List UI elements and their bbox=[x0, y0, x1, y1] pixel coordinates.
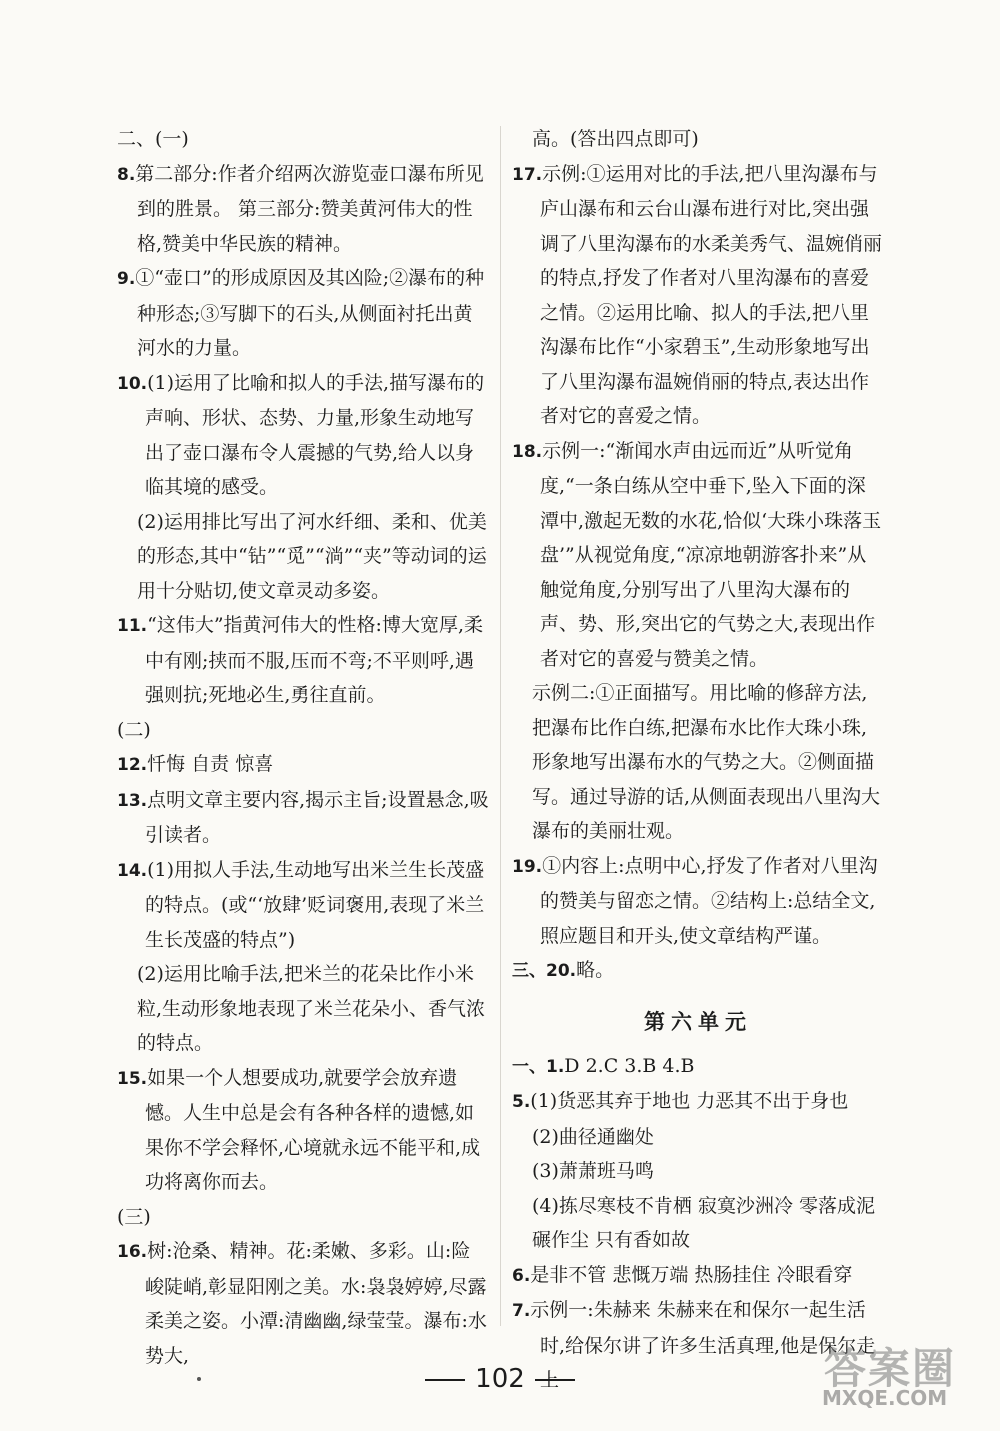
left-column bbox=[117, 122, 489, 1373]
answer-text: 点明文章主要内容,揭示主旨;设置悬念,吸引读者。 bbox=[145, 788, 489, 846]
answer-text: (1)运用了比喻和拟人的手法,描写瀑布的声响、形状、态势、力量,形象生动地写出了壶口瀑布令人震撼的气势,给人以身临其境的感受。 bbox=[145, 371, 485, 498]
question-number: 11. bbox=[117, 616, 148, 636]
watermark-logo bbox=[806, 1336, 978, 1416]
answer-text: (3)萧萧班马鸣 bbox=[532, 1160, 654, 1182]
answer-text: (4)拣尽寒枝不肯栖 寂寞沙洲冷 零落成泥碾作尘 只有香如故 bbox=[532, 1194, 875, 1251]
answer-item bbox=[512, 122, 884, 157]
answer-text: (三) bbox=[117, 1205, 151, 1228]
question-number: 8. bbox=[117, 164, 136, 185]
stray-dot bbox=[197, 1377, 201, 1381]
dash-right bbox=[535, 1379, 575, 1381]
question-number: 16. bbox=[117, 1242, 148, 1262]
question-number: 10. bbox=[117, 373, 148, 394]
dash-left bbox=[425, 1379, 465, 1381]
question-number: 14. bbox=[117, 860, 148, 881]
question-number: 18. bbox=[512, 441, 543, 462]
question-number: 12. bbox=[117, 755, 148, 775]
answer-item bbox=[117, 1061, 489, 1200]
answer-text: (1)用拟人手法,生动地写出米兰生长茂盛的特点。(或“‘放肆’贬词褒用,表现了米兰生长茂盛的特点”) bbox=[145, 858, 485, 951]
question-number: 6. bbox=[512, 1265, 531, 1286]
answer-text: (2)运用排比写出了河水纤细、柔和、优美的形态,其中“钻”“觅”“淌”“夹”等动词的运用十分贴切,使文章灵动多姿。 bbox=[137, 510, 487, 602]
answer-item bbox=[117, 957, 489, 1061]
answer-text: 忏悔 自责 惊喜 bbox=[147, 753, 274, 775]
answer-text: “这伟大”指黄河伟大的性格:博大宽厚,柔中有刚;挟而不服,压而不弯;不平则呼,遇强则抗;死地必生,勇往直前。 bbox=[145, 614, 483, 706]
unit-title: 第六单元 bbox=[644, 1008, 752, 1034]
answer-item bbox=[117, 853, 489, 958]
right-column bbox=[512, 122, 884, 1398]
answer-text: 示例一:朱赫来 朱赫来在和保尔一起生活时,给保尔讲了许多生活真理,他是保尔走上 bbox=[530, 1299, 876, 1391]
question-number: 19. bbox=[512, 856, 543, 877]
answer-item bbox=[117, 1200, 489, 1235]
answer-text: (二) bbox=[117, 718, 151, 741]
answer-text: (2)运用比喻手法,把米兰的花朵比作小米粒,生动形象地表现了米兰花朵小、香气浓的特点。 bbox=[137, 963, 486, 1054]
answer-item bbox=[512, 849, 884, 954]
answer-item bbox=[117, 157, 489, 262]
answer-item bbox=[117, 608, 489, 713]
answer-text: 示例二:①正面描写。用比喻的修辞方法,把瀑布比作白练,把瀑布水比作大珠小珠,形象地写出瀑布水的气势之大。②侧面描写。通过导游的话,从侧面表现出八里沟大瀑布的美丽壮观。 bbox=[532, 682, 881, 842]
answer-item bbox=[512, 1154, 884, 1189]
question-number: 三、20. bbox=[512, 961, 577, 981]
watermark-url: MXQE.COM bbox=[822, 1386, 948, 1410]
answer-text: (2)曲径通幽处 bbox=[532, 1125, 654, 1148]
answer-item bbox=[512, 157, 884, 434]
question-number: 15. bbox=[117, 1068, 148, 1089]
answer-text: 如果一个人想要成功,就要学会放弃遗憾。人生中总是会有各种各样的遗憾,如果你不学会释怀,心境就永远不能平和,成功将离你而去。 bbox=[145, 1066, 481, 1193]
answer-item bbox=[117, 783, 489, 853]
question-number: 5. bbox=[512, 1092, 531, 1112]
answer-text: 树:沧桑、精神。花:柔嫩、多彩。山:险峻陡峭,彰显阳刚之美。水:袅袅婷婷,尽露柔美之姿。小潭:清幽幽,绿莹莹。瀑布:水势大, bbox=[145, 1240, 487, 1367]
watermark-text: 答案圈 bbox=[824, 1344, 957, 1393]
answer-text: 二、(一) bbox=[117, 128, 189, 150]
answer-text: 高。(答出四点即可) bbox=[532, 128, 699, 150]
answer-item bbox=[512, 1189, 884, 1258]
answer-text: ①“壶口”的形成原因及其凶险;②瀑布的种种形态;③写脚下的石头,从侧面衬托出黄河水的力量。 bbox=[135, 267, 485, 359]
answer-text: D 2.C 3.B 4.B bbox=[564, 1054, 695, 1077]
answer-item bbox=[512, 1049, 884, 1085]
question-number: 一、1. bbox=[512, 1056, 565, 1077]
answer-item bbox=[117, 366, 489, 505]
answer-item bbox=[117, 261, 489, 366]
answer-item bbox=[512, 953, 884, 989]
answer-item bbox=[512, 1084, 884, 1120]
question-number: 9. bbox=[117, 269, 136, 289]
answer-text: 示例一:“渐闻水声由远而近”从听觉角度,“一条白练从空中垂下,坠入下面的深潭中,激起无数的水花,恰似‘大珠小珠落玉盘’”从视觉角度,“凉凉地朝游客扑来”从触觉角度,分别写出了八里沟大瀑布的声、势、形,突出它的气势之大,表现出作者对它的喜爱与赞美之情。 bbox=[540, 439, 882, 670]
answer-text: ①内容上:点明中心,抒发了作者对八里沟的赞美与留恋之情。②结构上:总结全文,照应题目和开头,使文章结构严谨。 bbox=[540, 854, 878, 947]
answer-item bbox=[512, 676, 884, 849]
answer-item bbox=[117, 747, 489, 783]
answer-item bbox=[117, 505, 489, 609]
answer-item bbox=[117, 122, 489, 157]
answer-text: 示例:①运用对比的手法,把八里沟瀑布与庐山瀑布和云台山瀑布进行对比,突出强调了八里沟瀑布的水柔美秀气、温婉俏丽的特点,抒发了作者对八里沟瀑布的喜爱之情。②运用比喻、拟人的手法,把八里沟瀑布比作“小家碧玉”,生动形象地写出了八里沟瀑布温婉俏丽的特点,表达出作者对它的喜爱之情。 bbox=[540, 162, 883, 427]
column-divider bbox=[500, 126, 501, 1326]
answer-text: 略。 bbox=[576, 959, 615, 981]
answer-item bbox=[512, 434, 884, 677]
answer-item bbox=[512, 1258, 884, 1294]
question-number: 17. bbox=[512, 164, 543, 185]
answer-text: (1)货恶其弃于地也 力恶其不出于身也 bbox=[530, 1090, 849, 1112]
answer-item bbox=[117, 713, 489, 748]
answer-item bbox=[512, 1120, 884, 1155]
answer-item bbox=[117, 1234, 489, 1373]
question-number: 7. bbox=[512, 1301, 531, 1321]
page-number-text: 102 bbox=[475, 1364, 525, 1394]
answer-text: 第二部分:作者介绍两次游览壶口瀑布所见到的胜景。 第三部分:赞美黄河伟大的性格,赞美中华民族的精神。 bbox=[135, 162, 484, 255]
answer-text: 是非不管 悲慨万端 热肠挂住 冷眼看穿 bbox=[530, 1263, 853, 1286]
question-number: 13. bbox=[117, 790, 148, 811]
